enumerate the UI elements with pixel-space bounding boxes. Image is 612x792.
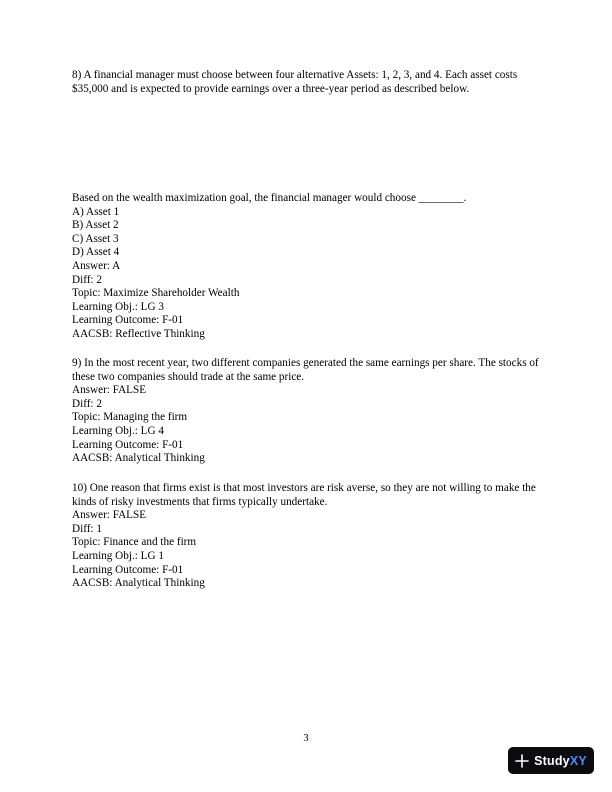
question-10 [72, 482, 542, 591]
question-8-prompt: Based on the wealth maximization goal, the financial manager would choose ________. [72, 192, 467, 204]
studyxy-badge[interactable] [508, 747, 594, 774]
learning-outcome: Learning Outcome: F-01 [72, 563, 184, 576]
question-9 [72, 357, 542, 466]
brand-accent: XY [569, 753, 587, 768]
learning-outcome: Learning Outcome: F-01 [72, 314, 184, 327]
question-10-stem: 10) One reason that firms exist is that most investors are risk averse, so they are not willing to make the kinds of risky investments that firms typically undertake. [72, 482, 536, 508]
aacsb: AACSB: Analytical Thinking [72, 577, 205, 590]
answer: Answer: A [72, 259, 121, 272]
difficulty: Diff: 1 [72, 522, 102, 535]
brand-main: Study [534, 753, 570, 768]
topic: Topic: Managing the firm [72, 411, 188, 424]
option-a: A) Asset 1 [72, 205, 120, 218]
question-8 [72, 69, 542, 96]
badge-label [534, 754, 587, 768]
option-d: D) Asset 4 [72, 246, 120, 259]
aacsb: AACSB: Analytical Thinking [72, 452, 205, 465]
option-c: C) Asset 3 [72, 232, 119, 245]
option-b: B) Asset 2 [72, 219, 119, 232]
answer: Answer: FALSE [72, 384, 147, 397]
learning-objective: Learning Obj.: LG 3 [72, 300, 164, 313]
topic: Topic: Maximize Shareholder Wealth [72, 287, 240, 300]
learning-outcome: Learning Outcome: F-01 [72, 438, 184, 451]
answer: Answer: FALSE [72, 509, 147, 522]
aacsb: AACSB: Reflective Thinking [72, 327, 205, 340]
question-8-stem: 8) A financial manager must choose between four alternative Assets: 1, 2, 3, and 4. Each asset costs $35,000 and is expected to provide earnings over a three-year period as described below. [72, 69, 518, 95]
learning-objective: Learning Obj.: LG 1 [72, 549, 164, 562]
topic: Topic: Finance and the firm [72, 536, 197, 549]
question-8-body [72, 192, 542, 342]
page-number: 3 [303, 733, 309, 744]
plus-icon [515, 754, 529, 768]
difficulty: Diff: 2 [72, 273, 102, 286]
difficulty: Diff: 2 [72, 397, 102, 410]
question-9-stem: 9) In the most recent year, two different companies generated the same earnings per share. The stocks of these two companies should trade at the same price. [72, 357, 539, 383]
learning-objective: Learning Obj.: LG 4 [72, 424, 164, 437]
